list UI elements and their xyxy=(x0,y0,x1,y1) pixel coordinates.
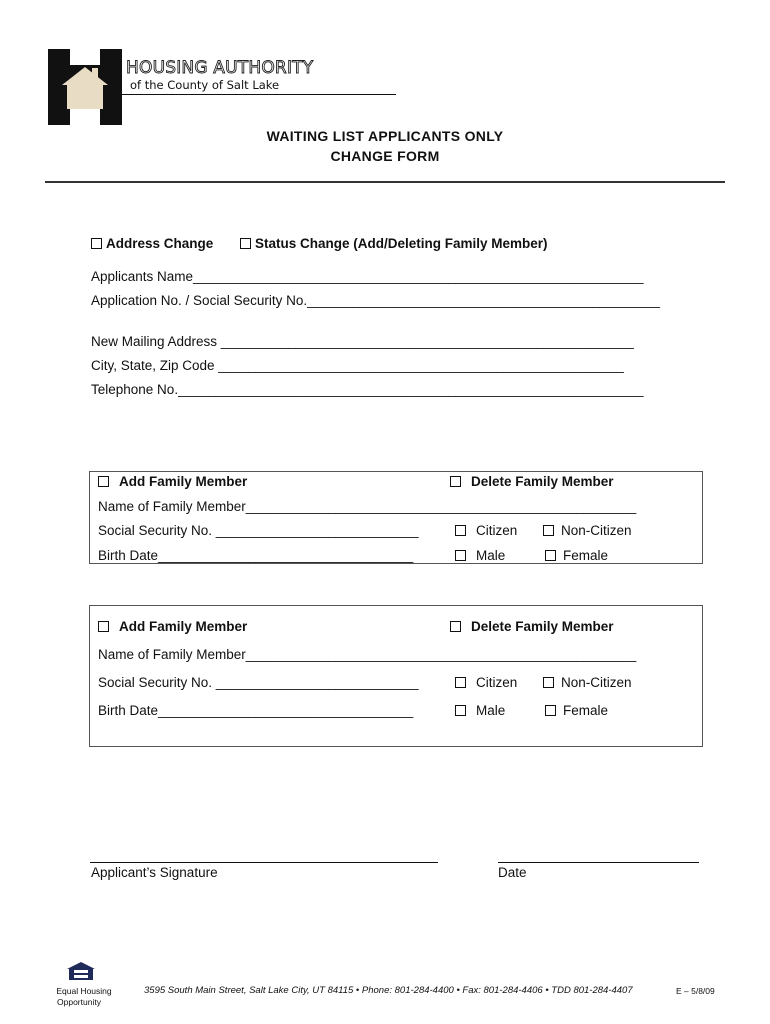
male-option[interactable] xyxy=(455,703,505,718)
checkbox-icon[interactable] xyxy=(543,525,554,536)
add-family-member-option[interactable] xyxy=(98,474,247,489)
family-member-ssn-field[interactable]: Social Security No. ___________________________ xyxy=(98,675,419,690)
male-label: Male xyxy=(476,703,506,718)
citizen-label: Citizen xyxy=(476,675,518,690)
address-change-label: Address Change xyxy=(106,236,214,251)
family-member-name-field[interactable]: Name of Family Member____________________________________________________ xyxy=(98,499,637,514)
eho-line2: Opportunity xyxy=(57,997,101,1007)
delete-family-member-label: Delete Family Member xyxy=(471,619,614,634)
citizen-option[interactable] xyxy=(455,523,517,538)
equal-housing-house-icon xyxy=(66,961,96,981)
checkbox-icon[interactable] xyxy=(98,476,109,487)
female-option[interactable] xyxy=(545,703,608,718)
delete-family-member-label: Delete Family Member xyxy=(471,474,614,489)
citizen-option[interactable] xyxy=(455,675,517,690)
checkbox-icon[interactable] xyxy=(455,705,466,716)
non-citizen-label: Non-Citizen xyxy=(561,523,632,538)
add-family-member-label: Add Family Member xyxy=(119,474,248,489)
applicant-signature-label: Applicant’s Signature xyxy=(91,865,218,880)
footer-address: 3595 South Main Street, Salt Lake City, UT 84115 • Phone: 801-284-4400 • Fax: 801-284-4406 • TDD 801-284-4407 xyxy=(144,985,633,996)
delete-family-member-option[interactable] xyxy=(450,474,614,489)
logo-h-mark xyxy=(48,49,122,125)
telephone-field[interactable]: Telephone No.______________________________________________________________ xyxy=(91,382,644,397)
logo-title: HOUSING AUTHORITY xyxy=(126,58,314,78)
non-citizen-option[interactable] xyxy=(543,523,632,538)
checkbox-icon[interactable] xyxy=(450,621,461,632)
form-title-line2: CHANGE FORM xyxy=(330,148,440,164)
male-option[interactable] xyxy=(455,548,505,563)
female-label: Female xyxy=(563,548,609,563)
form-title-line1: WAITING LIST APPLICANTS ONLY xyxy=(266,128,504,144)
applicant-signature-line[interactable] xyxy=(90,862,438,863)
family-member-name-field[interactable]: Name of Family Member____________________________________________________ xyxy=(98,647,637,662)
logo-underline xyxy=(122,94,396,95)
family-member-birthdate-field[interactable]: Birth Date__________________________________ xyxy=(98,548,414,563)
citizen-label: Citizen xyxy=(476,523,518,538)
delete-family-member-option[interactable] xyxy=(450,619,614,634)
add-family-member-label: Add Family Member xyxy=(119,619,248,634)
non-citizen-label: Non-Citizen xyxy=(561,675,632,690)
status-change-label: Status Change (Add/Deleting Family Member) xyxy=(255,236,548,251)
title-divider xyxy=(45,181,725,183)
female-option[interactable] xyxy=(545,548,608,563)
eho-line1: Equal Housing xyxy=(56,986,112,996)
checkbox-icon[interactable] xyxy=(240,238,251,249)
family-member-ssn-field[interactable]: Social Security No. ___________________________ xyxy=(98,523,419,538)
checkbox-icon[interactable] xyxy=(455,550,466,561)
address-change-option[interactable] xyxy=(91,236,213,251)
checkbox-icon[interactable] xyxy=(543,677,554,688)
house-icon-roof xyxy=(62,67,108,85)
non-citizen-option[interactable] xyxy=(543,675,632,690)
date-line[interactable] xyxy=(498,862,699,863)
checkbox-icon[interactable] xyxy=(91,238,102,249)
date-label: Date xyxy=(498,865,527,880)
male-label: Male xyxy=(476,548,506,563)
city-state-zip-field[interactable]: City, State, Zip Code ______________________________________________________ xyxy=(91,358,624,373)
checkbox-icon[interactable] xyxy=(455,677,466,688)
applicants-name-field[interactable]: Applicants Name____________________________________________________________ xyxy=(91,269,644,284)
checkbox-icon[interactable] xyxy=(98,621,109,632)
family-member-birthdate-field[interactable]: Birth Date__________________________________ xyxy=(98,703,414,718)
logo-subtitle: of the County of Salt Lake xyxy=(130,78,280,92)
application-no-field[interactable]: Application No. / Social Security No._______________________________________________ xyxy=(91,293,660,308)
status-change-option[interactable] xyxy=(240,236,548,251)
checkbox-icon[interactable] xyxy=(455,525,466,536)
house-icon xyxy=(67,84,103,109)
checkbox-icon[interactable] xyxy=(545,550,556,561)
checkbox-icon[interactable] xyxy=(545,705,556,716)
new-mailing-address-field[interactable]: New Mailing Address _______________________________________________________ xyxy=(91,334,634,349)
form-code: E – 5/8/09 xyxy=(676,986,715,996)
add-family-member-option[interactable] xyxy=(98,619,247,634)
female-label: Female xyxy=(563,703,609,718)
checkbox-icon[interactable] xyxy=(450,476,461,487)
